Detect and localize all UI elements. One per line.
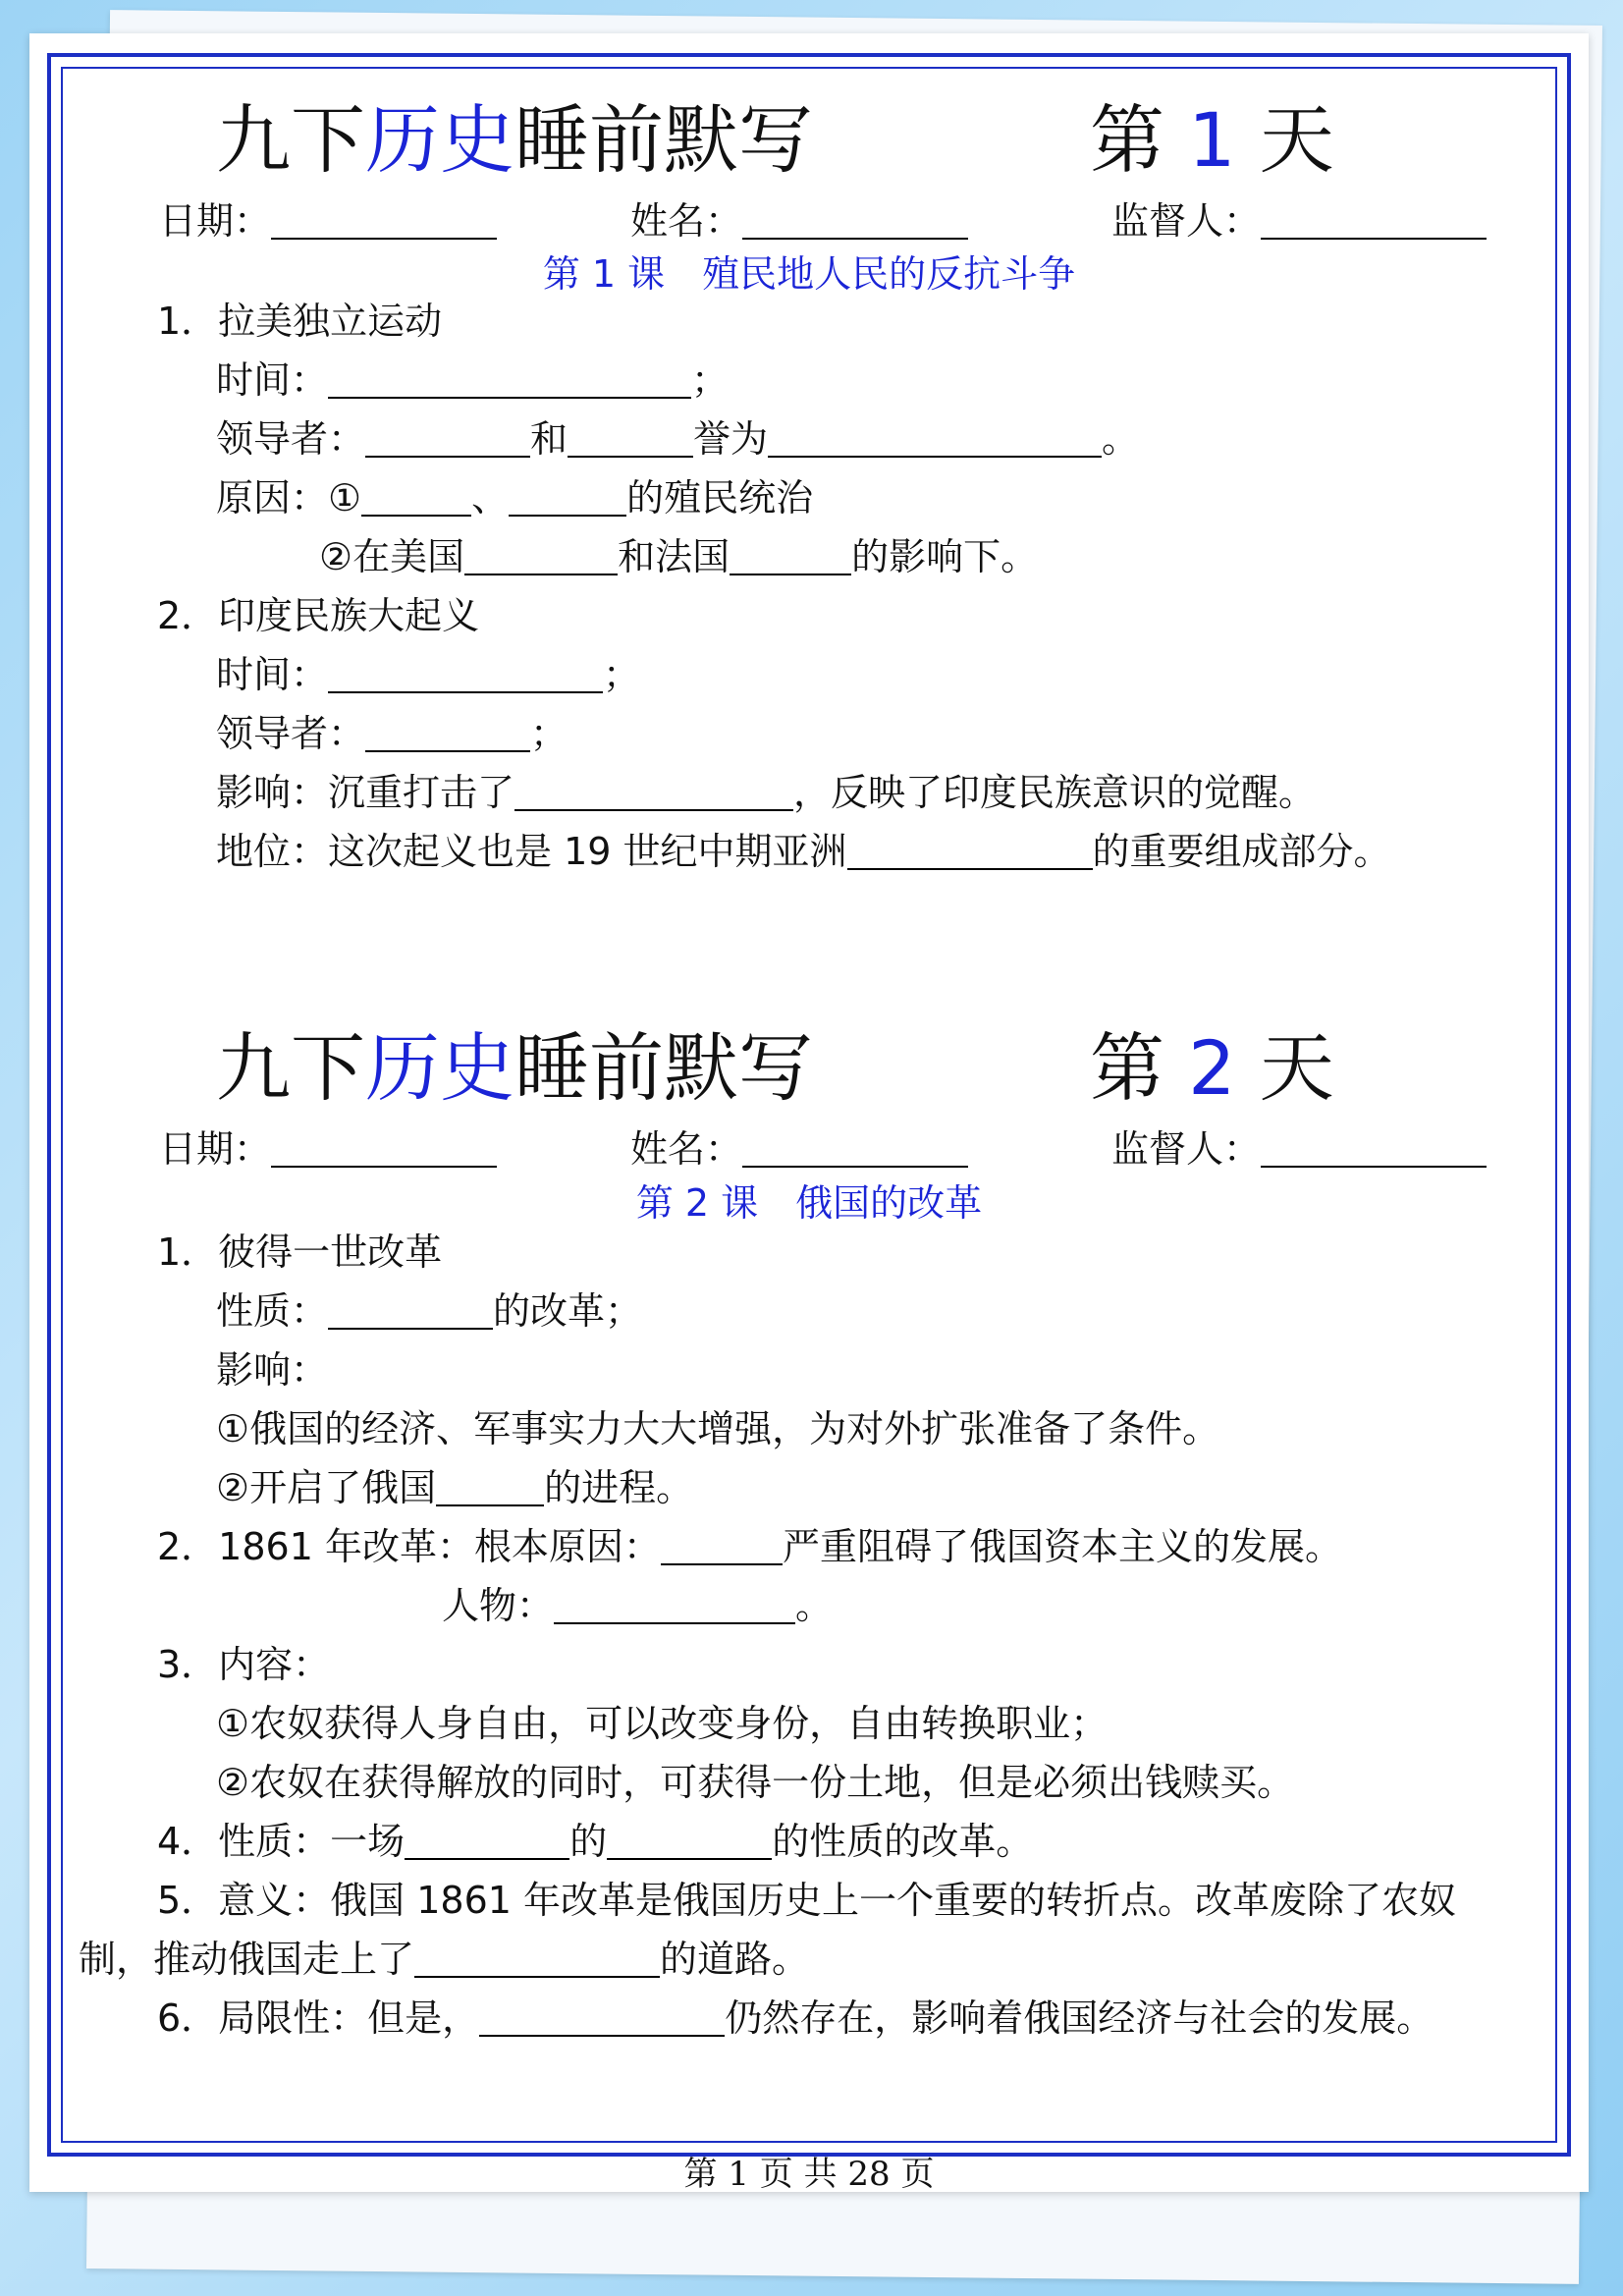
day2-q1-impact: 影响： (216, 1348, 329, 1392)
page-content (29, 33, 1589, 2192)
blank[interactable] (514, 770, 793, 811)
day1-q2-status: 地位：这次起义也是 19 世纪中期亚洲 的重要组成部分。 (216, 830, 1391, 873)
day2-q5-line1: 5．意义：俄国 1861 年改革是俄国历史上一个重要的转折点。改革废除了农奴 (157, 1879, 1457, 1922)
blank[interactable] (509, 475, 626, 517)
day2-q5-line2: 制，推动俄国走上了 的道路。 (79, 1938, 810, 1981)
day1-title: 九下历史睡前默写 (216, 96, 813, 184)
blank[interactable] (568, 416, 693, 458)
day2-q3-item2: ②农奴在获得解放的同时，可获得一份土地，但是必须出钱赎买。 (216, 1761, 1295, 1804)
blank[interactable] (768, 416, 1102, 458)
blank[interactable] (554, 1583, 795, 1624)
blank[interactable] (730, 534, 851, 575)
page-footer: 第 1 页 共 28 页 (683, 2155, 935, 2194)
day2-title: 九下历史睡前默写 (216, 1024, 813, 1112)
day2-q2-person: 人物： 。 (442, 1584, 834, 1627)
day2-supervisor-field[interactable]: 监督人： (1111, 1119, 1487, 1173)
day1-q2-impact: 影响：沉重打击了 ，反映了印度民族意识的觉醒。 (216, 771, 1317, 814)
day2-name-field[interactable]: 姓名： (630, 1119, 968, 1173)
day2-q4: 4．性质：一场 的 的性质的改革。 (157, 1820, 1034, 1863)
day2-q6: 6．局限性：但是， 仍然存在，影响着俄国经济与社会的发展。 (157, 1996, 1434, 2040)
blank[interactable] (607, 1819, 772, 1860)
day2-day-label: 第 2 天 (1090, 1024, 1334, 1112)
blank[interactable] (479, 1995, 725, 2037)
day1-supervisor-field[interactable]: 监督人： (1111, 191, 1487, 245)
blank[interactable] (847, 829, 1093, 870)
blank[interactable] (365, 416, 530, 458)
blank[interactable] (436, 1465, 544, 1506)
worksheet-page (29, 33, 1589, 2192)
day1-date-field[interactable]: 日期： (159, 191, 497, 245)
day1-name-field[interactable]: 姓名： (630, 191, 968, 245)
day2-lesson-title: 第 2 课 俄国的改革 (635, 1181, 983, 1225)
blank[interactable] (414, 1937, 660, 1978)
day1-q1-leader: 领导者： 和 誉为 。 (216, 417, 1140, 461)
day1-q1-reason2: ②在美国 和法国 的影响下。 (319, 535, 1039, 578)
blank[interactable] (661, 1524, 783, 1565)
day2-q2-reason: 2．1861 年改革：根本原因： 严重阻碍了俄国资本主义的发展。 (157, 1525, 1342, 1568)
day1-q1-reason: 原因：① 、 的殖民统治 (216, 476, 814, 519)
day2-q1-impact2: ②开启了俄国 的进程。 (216, 1466, 694, 1509)
day2-q1-title: 1．彼得一世改革 (157, 1230, 443, 1274)
day1-q2-leader: 领导者： ； (216, 712, 568, 755)
day2-q1-nature: 性质： 的改革； (216, 1289, 643, 1333)
blank[interactable] (365, 711, 530, 752)
day2-q3-title: 3．内容： (157, 1643, 331, 1686)
day1-lesson-title: 第 1 课 殖民地人民的反抗斗争 (542, 252, 1076, 296)
day2-q1-impact1: ①俄国的经济、军事实力大大增强，为对外扩张准备了条件。 (216, 1407, 1220, 1450)
blank[interactable] (328, 652, 603, 693)
day2-date-field[interactable]: 日期： (159, 1119, 497, 1173)
blank[interactable] (464, 534, 618, 575)
day1-q2-time: 时间： ； (216, 653, 641, 696)
blank[interactable] (328, 357, 691, 399)
day1-q1-time: 时间： ； (216, 358, 730, 402)
day1-q2-title: 2．印度民族大起义 (157, 594, 480, 637)
day2-q3-item1: ①农奴获得人身自由，可以改变身份，自由转换职业； (216, 1702, 1109, 1745)
day1-day-label: 第 1 天 (1090, 96, 1334, 184)
blank[interactable] (361, 475, 471, 517)
blank[interactable] (405, 1819, 569, 1860)
day1-q1-title: 1．拉美独立运动 (157, 300, 443, 343)
blank[interactable] (328, 1288, 493, 1330)
